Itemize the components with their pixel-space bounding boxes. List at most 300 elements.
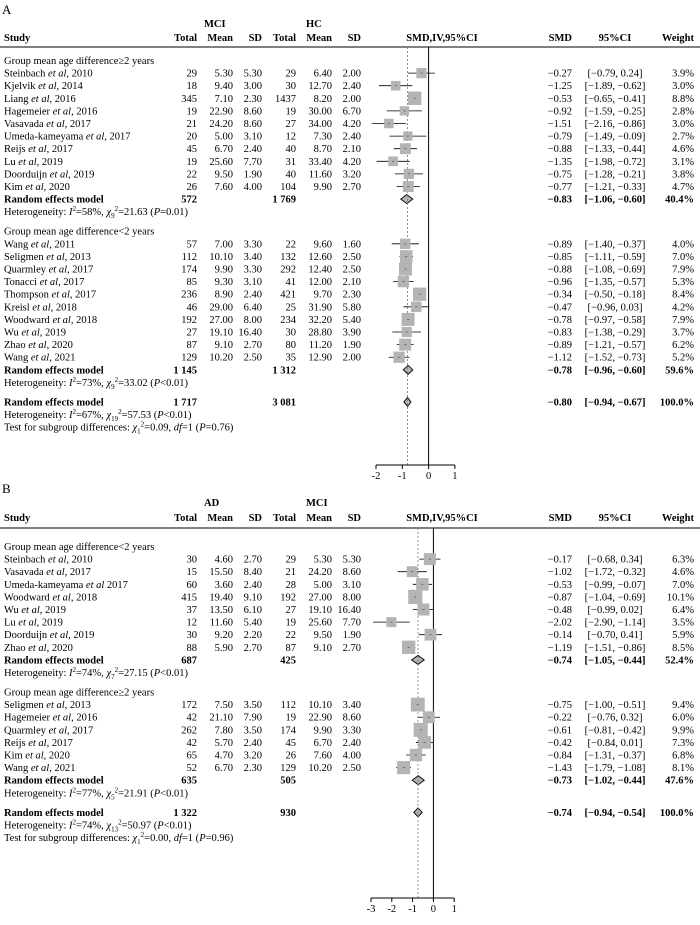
symbol: 2 — [140, 831, 145, 840]
study-smd: −0.79 — [547, 131, 572, 143]
study-ci: [−0.68, 0.34] — [587, 554, 643, 566]
symbol: 2 — [118, 408, 122, 417]
study-label — [4, 738, 73, 749]
subgroup-pooled-label: Random effects model — [4, 365, 104, 377]
study-smd: −0.84 — [547, 750, 572, 762]
het-i2: =74%, — [76, 820, 107, 832]
study-weight: 7.9% — [672, 314, 694, 326]
subgroup-pooled-total1: 572 — [181, 194, 197, 206]
study-total1: 88 — [186, 642, 197, 654]
study-smd: −0.22 — [547, 712, 572, 724]
x-tick-label: -2 — [371, 471, 381, 482]
study-mean2: 11.20 — [308, 340, 332, 352]
test-df-label: df — [173, 833, 182, 845]
study-total2: 87 — [285, 642, 296, 654]
study-ci: [−1.11, −0.59] — [584, 251, 646, 263]
symbol: 2017 — [104, 579, 128, 591]
overall-pooled-weight: 100.0% — [659, 807, 694, 819]
symbol: , 2019 — [68, 630, 95, 642]
study-sd2: 6.70 — [342, 106, 361, 118]
overall-pooled-total2: 930 — [280, 807, 296, 819]
test-prefix: Test for subgroup differences: — [4, 422, 133, 434]
study-label — [4, 182, 70, 193]
subgroup-pooled-smd: −0.83 — [547, 194, 572, 206]
study-weight: 8.1% — [672, 763, 694, 775]
study-smd: −1.51 — [547, 119, 572, 130]
symbol: , 2016 — [49, 93, 76, 105]
symbol: 2 — [72, 786, 77, 795]
study-weight: 6.3% — [672, 554, 694, 566]
symbol: Tonacci — [4, 277, 38, 289]
study-mean1: 10.10 — [209, 251, 233, 263]
study-mean1: 24.20 — [209, 119, 233, 130]
study-ci: [−1.98, −0.72] — [584, 156, 646, 168]
study-mean1: 27.00 — [209, 314, 233, 326]
study-smd: −1.02 — [547, 567, 572, 579]
study-total2: 27 — [285, 119, 296, 130]
study-sd2: 8.60 — [342, 567, 361, 579]
symbol: 2 — [118, 818, 122, 827]
study-label — [4, 630, 94, 641]
study-sd1: 3.40 — [243, 251, 262, 263]
panel-label: A — [2, 2, 12, 17]
study-sd2: 2.50 — [342, 264, 361, 276]
subgroup-pooled-ci: [−1.05, −0.44] — [584, 655, 646, 667]
study-ci: [−0.81, −0.42] — [584, 725, 646, 737]
subgroup-pooled-weight: 40.4% — [665, 194, 694, 206]
study-smd: −0.89 — [547, 340, 572, 352]
study-weight: 4.6% — [672, 144, 694, 156]
study-label — [4, 353, 75, 364]
study-sd1: 2.70 — [243, 554, 262, 566]
study-total1: 27 — [186, 327, 197, 339]
study-total2: 19 — [285, 712, 296, 724]
study-total2: 112 — [280, 700, 296, 712]
symbol: 2 — [140, 420, 145, 429]
study-label — [4, 302, 77, 313]
study-sd2: 2.00 — [342, 93, 361, 105]
symbol: et al — [29, 302, 51, 314]
subgroup-diamond — [403, 365, 412, 374]
symbol: , 2017 — [69, 289, 97, 301]
study-sd1: 1.90 — [243, 169, 262, 181]
study-total2: 104 — [280, 182, 296, 193]
symbol: , 2010 — [66, 68, 93, 80]
study-sd2: 5.80 — [342, 302, 361, 314]
het-p: P — [157, 820, 164, 832]
study-mean2: 6.70 — [313, 737, 332, 749]
study-ci: [−1.51, −0.86] — [584, 642, 646, 654]
study-smd: −0.17 — [547, 554, 572, 566]
study-weight: 4.2% — [672, 302, 694, 314]
study-ci: [−1.89, −0.62] — [584, 81, 646, 93]
symbol: χ — [132, 833, 138, 845]
study-mean2: 5.30 — [313, 554, 332, 566]
study-mean2: 12.90 — [308, 352, 332, 364]
study-sd1: 2.70 — [243, 642, 262, 654]
subgroup-pooled-total2: 1 769 — [272, 194, 296, 206]
symbol: et al — [28, 93, 50, 105]
x-tick-label: -2 — [387, 904, 397, 915]
subgroup-pooled-ci: [−0.96, −0.60] — [584, 365, 646, 377]
symbol: Reijs — [4, 144, 26, 156]
study-total1: 129 — [181, 352, 197, 364]
header-col-10: Weight — [661, 33, 694, 44]
study-total2: 45 — [285, 737, 296, 749]
symbol: et al — [22, 750, 44, 762]
study-total1: 19 — [186, 156, 197, 168]
study-mean1: 21.10 — [209, 712, 233, 724]
study-total1: 236 — [181, 289, 197, 301]
overall-pooled-weight: 100.0% — [659, 397, 694, 409]
overall-pooled-total1: 1 717 — [173, 397, 197, 409]
study-weight: 3.1% — [672, 156, 694, 168]
study-mean2: 9.50 — [313, 630, 332, 642]
study-mean1: 29.00 — [209, 302, 233, 314]
study-mean2: 30.00 — [308, 106, 332, 118]
study-sd1: 5.30 — [243, 68, 262, 80]
symbol: Seligmen — [4, 251, 44, 263]
study-smd: −0.88 — [547, 264, 572, 276]
symbol: et al — [83, 131, 105, 143]
study-smd: −0.27 — [547, 68, 572, 80]
study-ci: [−0.84, 0.01] — [587, 737, 643, 749]
symbol: Wu — [4, 327, 19, 339]
study-sd1: 2.50 — [243, 352, 262, 364]
header-col-10: Weight — [661, 513, 694, 524]
study-sd1: 4.00 — [243, 182, 262, 193]
study-mean1: 5.00 — [214, 131, 233, 143]
symbol: , 2016 — [71, 712, 98, 724]
symbol: , 2010 — [66, 554, 93, 566]
study-sd2: 4.20 — [342, 119, 361, 130]
study-weight: 3.9% — [672, 68, 694, 80]
symbol: Zhao — [4, 340, 26, 352]
symbol: Wu — [4, 605, 19, 616]
symbol: et al — [28, 239, 50, 251]
study-weight: 5.9% — [672, 630, 694, 642]
study-ci: [−1.21, −0.57] — [584, 340, 646, 352]
study-ci: [−1.72, −0.32] — [584, 567, 646, 579]
study-weight: 3.7% — [672, 327, 694, 339]
study-label — [4, 618, 63, 629]
study-total2: 234 — [280, 314, 296, 326]
study-mean1: 9.40 — [214, 81, 233, 93]
study-total2: 25 — [285, 302, 296, 314]
study-sd1: 3.50 — [243, 700, 262, 712]
het-i2: =67%, — [76, 410, 107, 422]
study-total2: 29 — [285, 68, 296, 80]
symbol: Woodward — [4, 314, 50, 326]
study-total1: 262 — [181, 725, 197, 737]
study-mean2: 12.60 — [308, 251, 332, 263]
study-mean2: 12.40 — [308, 264, 332, 276]
study-total2: 30 — [285, 81, 296, 93]
symbol: , 2020 — [46, 340, 73, 352]
subgroup-pooled-smd: −0.78 — [547, 365, 572, 377]
study-label — [4, 763, 75, 774]
x-tick-label: 0 — [425, 471, 432, 482]
symbol: , 2011 — [49, 239, 76, 251]
study-weight: 2.7% — [672, 131, 694, 143]
het-p: P — [157, 410, 164, 422]
study-total2: 28 — [285, 579, 296, 591]
symbol: Wang — [4, 763, 29, 775]
study-weight: 4.7% — [672, 182, 694, 193]
study-total1: 85 — [186, 277, 197, 289]
study-total1: 15 — [186, 567, 197, 579]
study-weight: 6.8% — [672, 750, 694, 762]
study-weight: 7.0% — [672, 579, 694, 591]
study-sd1: 8.40 — [243, 567, 262, 579]
study-sd2: 4.20 — [342, 156, 361, 168]
subgroup-heterogeneity — [4, 376, 188, 391]
test-prefix: Test for subgroup differences: — [4, 833, 133, 845]
study-sd1: 8.60 — [243, 106, 262, 118]
test-p-value: =0.76) — [205, 422, 234, 434]
symbol: et al — [46, 725, 67, 737]
study-label — [4, 106, 97, 117]
study-sd2: 3.20 — [342, 169, 361, 181]
study-smd: −0.89 — [547, 239, 572, 251]
study-total2: 40 — [285, 144, 296, 156]
study-weight: 5.2% — [672, 352, 694, 364]
het-p: P — [153, 788, 161, 800]
het-p-value: <0.01) — [160, 788, 188, 800]
study-weight: 8.4% — [672, 289, 694, 301]
study-ci: [−1.00, −0.51] — [584, 700, 646, 712]
study-total2: 174 — [280, 725, 296, 737]
symbol: et al — [15, 156, 37, 168]
overall-heterogeneity — [4, 818, 192, 833]
study-ci: [−1.31, −0.37] — [584, 750, 646, 762]
study-label — [4, 592, 97, 603]
het-prefix: Heterogeneity: — [4, 668, 70, 679]
study-mean2: 31.90 — [308, 302, 332, 314]
symbol: et al — [28, 352, 50, 364]
het-df: 9 — [111, 212, 115, 221]
symbol: , 2013 — [64, 251, 91, 263]
study-smd: −1.43 — [547, 763, 572, 775]
study-mean2: 22.90 — [308, 712, 332, 724]
subgroup-pooled-weight: 59.6% — [665, 365, 694, 377]
study-total1: 37 — [186, 605, 197, 616]
study-total2: 21 — [285, 567, 296, 579]
symbol: Steinbach — [4, 68, 46, 80]
overall-pooled-ci: [−0.94, −0.67] — [584, 397, 646, 409]
study-smd: −0.83 — [547, 327, 572, 339]
overall-pooled-ci: [−0.94, −0.54] — [584, 807, 646, 819]
study-smd: −0.34 — [547, 289, 572, 301]
symbol: I — [69, 410, 73, 422]
study-weight: 2.8% — [672, 106, 694, 118]
symbol: I — [69, 788, 73, 800]
symbol: et al — [48, 289, 70, 301]
symbol: I — [69, 207, 73, 219]
subgroup-pooled-ci: [−1.02, −0.44] — [584, 775, 646, 787]
study-sd2: 5.30 — [342, 554, 361, 566]
subgroup-heterogeneity — [4, 666, 188, 681]
header-col-6: SD — [347, 33, 361, 44]
study-sd1: 6.10 — [243, 605, 262, 616]
symbol: Lu — [4, 156, 16, 168]
het-chi: =21.63 ( — [118, 207, 154, 219]
study-weight: 3.0% — [672, 119, 694, 130]
study-mean2: 19.10 — [308, 605, 332, 616]
het-df: 13 — [111, 825, 119, 834]
study-mean2: 11.60 — [308, 169, 332, 181]
symbol: I — [69, 820, 73, 832]
test-df-value: =1 ( — [181, 833, 200, 845]
study-label — [4, 119, 91, 130]
study-sd2: 1.60 — [342, 239, 361, 251]
study-smd: −0.85 — [547, 251, 572, 263]
study-smd: −1.12 — [547, 352, 572, 364]
het-prefix: Heterogeneity: — [4, 207, 70, 219]
study-ci: [−1.04, −0.69] — [584, 592, 646, 604]
study-ci: [−1.35, −0.57] — [584, 277, 646, 289]
test-p-value: =0.96) — [205, 833, 234, 845]
study-total2: 1437 — [275, 93, 296, 105]
study-mean1: 6.70 — [214, 144, 233, 156]
symbol: Kim — [4, 750, 23, 762]
symbol: 2 — [114, 666, 119, 674]
het-p: P — [153, 207, 161, 219]
study-total2: 22 — [285, 239, 296, 251]
header-col-0: Study — [4, 513, 31, 524]
test-chi: =0.09, — [144, 422, 174, 434]
symbol: , 2017 — [64, 567, 91, 579]
study-total1: 18 — [186, 81, 197, 93]
header-col-7: SMD,IV,95%CI — [406, 33, 478, 44]
subgroup-pooled-label: Random effects model — [4, 194, 104, 206]
study-ci: [−1.21, −0.33] — [584, 182, 646, 193]
study-sd1: 6.40 — [243, 302, 262, 314]
study-weight: 3.8% — [672, 169, 694, 181]
study-total2: 19 — [285, 617, 296, 629]
subgroup-pooled-total1: 687 — [181, 655, 197, 667]
study-weight: 6.0% — [672, 712, 694, 724]
overall-pooled-label: Random effects model — [4, 807, 104, 819]
study-sd2: 4.00 — [342, 750, 361, 762]
study-total2: 30 — [285, 327, 296, 339]
group1-label: MCI — [204, 19, 226, 30]
study-total1: 19 — [186, 106, 197, 118]
study-total2: 80 — [285, 340, 296, 352]
test-chi: =0.00, — [144, 833, 174, 845]
study-weight: 7.0% — [672, 251, 694, 263]
study-weight: 9.4% — [672, 700, 694, 712]
study-sd1: 3.30 — [243, 239, 262, 251]
subgroup-title: Group mean age difference≥2 years — [4, 56, 155, 67]
study-total1: 192 — [181, 314, 197, 326]
study-sd1: 3.10 — [243, 131, 262, 143]
x-tick-label: -1 — [397, 471, 407, 482]
symbol: χ — [106, 820, 112, 832]
study-smd: −0.96 — [547, 277, 572, 289]
study-sd2: 2.50 — [342, 763, 361, 775]
study-sd1: 2.40 — [243, 737, 262, 749]
study-label — [4, 277, 84, 288]
subgroup-pooled-total2: 1 312 — [272, 365, 296, 377]
symbol: Kjelvik — [4, 81, 36, 93]
symbol: I — [69, 668, 73, 679]
header-col-8: SMD — [548, 33, 572, 44]
subgroup-pooled-total1: 635 — [181, 775, 197, 787]
header-col-4: Total — [273, 513, 296, 524]
header-col-1: Total — [174, 513, 197, 524]
study-ci: [−1.59, −0.25] — [584, 106, 646, 118]
study-label — [4, 265, 93, 276]
study-smd: −0.14 — [547, 630, 572, 642]
study-total2: 19 — [285, 106, 296, 118]
het-prefix: Heterogeneity: — [4, 820, 70, 832]
study-smd: −0.87 — [547, 592, 572, 604]
study-total2: 35 — [285, 352, 296, 364]
symbol: Vasavada — [4, 119, 44, 130]
study-smd: −0.92 — [547, 106, 572, 118]
symbol: I — [69, 377, 73, 389]
symbol: et al — [15, 617, 37, 629]
study-label — [4, 555, 93, 566]
het-prefix: Heterogeneity: — [4, 410, 70, 422]
het-prefix: Heterogeneity: — [4, 788, 70, 800]
het-p: P — [153, 668, 161, 679]
test-df: 1 — [137, 838, 141, 847]
symbol: Liang — [4, 93, 29, 105]
study-label — [4, 81, 84, 92]
header-col-8: SMD — [548, 513, 572, 524]
symbol: , 2017 — [64, 119, 91, 130]
subgroup-pooled-ci: [−1.06, −0.60] — [584, 194, 646, 206]
het-df: 9 — [111, 382, 115, 391]
study-total1: 57 — [186, 239, 197, 251]
subgroup-heterogeneity — [4, 205, 188, 220]
subgroup-pooled-weight: 47.6% — [665, 775, 694, 787]
symbol: , 2018 — [50, 302, 77, 314]
symbol: Kim — [4, 182, 23, 193]
subgroup-pooled-label: Random effects model — [4, 775, 104, 787]
study-sd2: 2.70 — [342, 182, 361, 193]
symbol: et al — [25, 144, 47, 156]
test-p: P — [199, 833, 206, 845]
study-smd: −0.47 — [547, 302, 572, 314]
het-df: 5 — [111, 793, 115, 802]
study-total1: 52 — [186, 763, 197, 775]
subgroup-pooled-smd: −0.73 — [547, 775, 572, 787]
study-sd1: 2.40 — [243, 144, 262, 156]
study-sd1: 2.70 — [243, 340, 262, 352]
study-label — [4, 157, 63, 168]
study-weight: 3.0% — [672, 81, 694, 93]
study-mean1: 19.10 — [209, 327, 233, 339]
study-total1: 30 — [186, 554, 197, 566]
symbol: Hagemeier — [4, 712, 51, 724]
symbol: Zhao — [4, 642, 26, 654]
study-weight: 6.4% — [672, 605, 694, 616]
study-sd2: 3.10 — [342, 579, 361, 591]
symbol: 2 — [72, 408, 77, 417]
study-sd1: 2.20 — [243, 630, 262, 642]
study-total1: 21 — [186, 119, 197, 130]
study-total2: 12 — [285, 131, 296, 143]
study-total2: 129 — [280, 763, 296, 775]
study-total1: 46 — [186, 302, 197, 314]
header-col-3: SD — [248, 33, 262, 44]
symbol: 2 — [72, 666, 77, 674]
het-chi: =27.15 ( — [118, 668, 154, 679]
x-tick-label: -1 — [408, 904, 417, 915]
